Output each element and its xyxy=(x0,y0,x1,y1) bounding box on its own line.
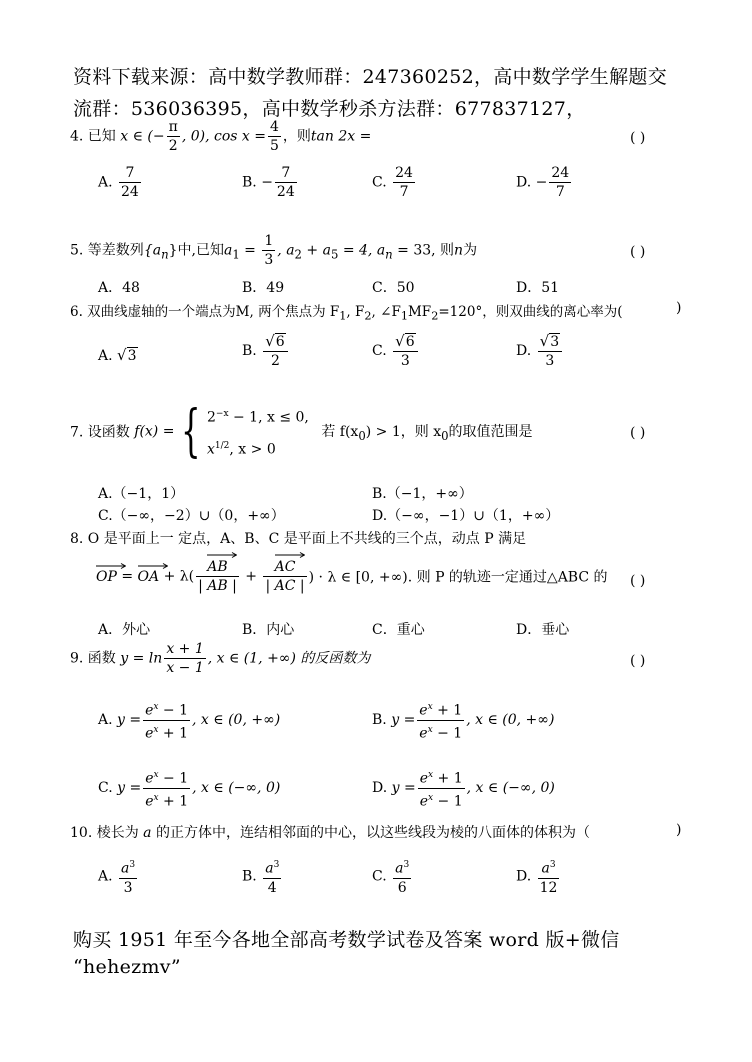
q4-option-a: A. $\frac{7}{24}$ xyxy=(98,165,139,200)
q9-option-d: D. y = $\frac{e^x + 1}{e^x - 1}$ , x ∈ (−∞, 0) xyxy=(372,770,555,810)
question-4-answer-paren: ( ) xyxy=(630,130,646,146)
question-7-answer-paren: ( ) xyxy=(630,425,646,441)
q8-option-a: A．外心 xyxy=(98,622,151,638)
question-10-close-paren: ) xyxy=(676,822,682,838)
q8-option-c: C．重心 xyxy=(372,622,425,638)
q6-option-d: D. $\frac{√3}{3}$ xyxy=(516,332,564,370)
footer-line-1: 购买 1951 年至今各地全部高考数学试卷及答案 word 版+微信 xyxy=(73,929,620,951)
q4-option-d: D. − $\frac{24}{7}$ xyxy=(516,165,570,200)
question-5-stem: 5. 等差数列$\{a_n\}$中,已知$a_1$ = $\frac{1}{3}$ , $a_2 + a_5 = 4$, $a_n = 33$, 则n为 xyxy=(70,233,478,268)
question-7-stem: 7. 设函数 f(x) = { $2^{-x} - 1$, x ≤ 0, $x^{1/2}$, x > 0 若 $f(x_0) > 1$，则 $x_0$的取值范围是 xyxy=(70,398,533,464)
q10-option-c: C. $\frac{a^3}{6}$ xyxy=(372,860,410,896)
q9-option-b: B. y = $\frac{e^x + 1}{e^x - 1}$ , x ∈ (0, +∞) xyxy=(372,702,555,742)
q4-option-c: C. $\frac{24}{7}$ xyxy=(372,165,413,200)
question-10-stem: 10. 棱长为 a 的正方体中，连结相邻面的中心，以这些线段为棱的八面体的体积为（ xyxy=(70,825,590,841)
q7-option-a: A.（−1，1） xyxy=(98,486,185,502)
question-6-stem: 6. 双曲线虚轴的一个端点为M, 两个焦点为 $F_1$, $F_2$, $\angle F_1MF_2=120^\circ$，则双曲线的离心率为( xyxy=(70,304,623,323)
q5-option-d: D．51 xyxy=(516,280,560,296)
banner-line-1: 资料下载来源：高中数学教师群：247360252，高中数学学生解题交 xyxy=(73,66,667,88)
question-8-formula: OP = OA + λ( $\frac{AB}{| AB |}$ + $\frac{AC}{| AC |}$ ) · λ ∈ [0, +∞). 则 P 的轨迹一定通过△ABC 的 xyxy=(96,558,608,595)
q6-option-a: A. √3 xyxy=(98,346,137,364)
question-8-answer-paren: ( ) xyxy=(630,573,646,589)
q7-option-b: B.（−1，+∞） xyxy=(372,486,473,502)
q5-option-b: B．49 xyxy=(242,280,285,296)
q9-option-a: A. y = $\frac{e^x - 1}{e^x + 1}$ , x ∈ (0, +∞) xyxy=(98,702,281,742)
q10-option-b: B. $\frac{a^3}{4}$ xyxy=(242,860,280,896)
q8-option-d: D．垂心 xyxy=(516,622,570,638)
q4-option-b: B. − $\frac{7}{24}$ xyxy=(242,165,295,200)
question-5-answer-paren: ( ) xyxy=(630,244,646,260)
question-4-stem: 4. 已知 x ∈ (− $\frac{\pi}{2}$ , 0), cos x = $\frac{4}{5}$ ，则tan 2x = xyxy=(70,119,372,154)
q7-option-d: D.（−∞，−1）∪（1，+∞） xyxy=(372,508,560,524)
banner-line-2: 流群：536036395，高中数学秒杀方法群：677837127， xyxy=(73,98,586,120)
q8-option-b: B．内心 xyxy=(242,622,295,638)
q6-option-c: C. $\frac{√6}{3}$ xyxy=(372,332,420,370)
q7-option-c: C.（−∞，−2）∪（0，+∞） xyxy=(98,508,285,524)
q9-option-c: C. y = $\frac{e^x - 1}{e^x + 1}$ , x ∈ (−∞, 0) xyxy=(98,770,281,810)
question-9-answer-paren: ( ) xyxy=(630,653,646,669)
question-6-close-paren: ) xyxy=(676,300,682,316)
q5-option-c: C．50 xyxy=(372,280,415,296)
q10-option-d: D. $\frac{a^3}{12}$ xyxy=(516,860,558,896)
question-8-stem: 8. O 是平面上一 定点，A、B、C 是平面上不共线的三个点，动点 P 满足 xyxy=(70,531,527,547)
q10-option-a: A. $\frac{a^3}{3}$ xyxy=(98,860,136,896)
q5-option-a: A．48 xyxy=(98,280,140,296)
footer-line-2: “hehezmv” xyxy=(73,956,181,978)
question-9-stem: 9. 函数 y = ln $\frac{x + 1}{x - 1}$ , x ∈ (1, +∞) 的反函数为 xyxy=(70,641,371,676)
q6-option-b: B. $\frac{√6}{2}$ xyxy=(242,332,290,370)
